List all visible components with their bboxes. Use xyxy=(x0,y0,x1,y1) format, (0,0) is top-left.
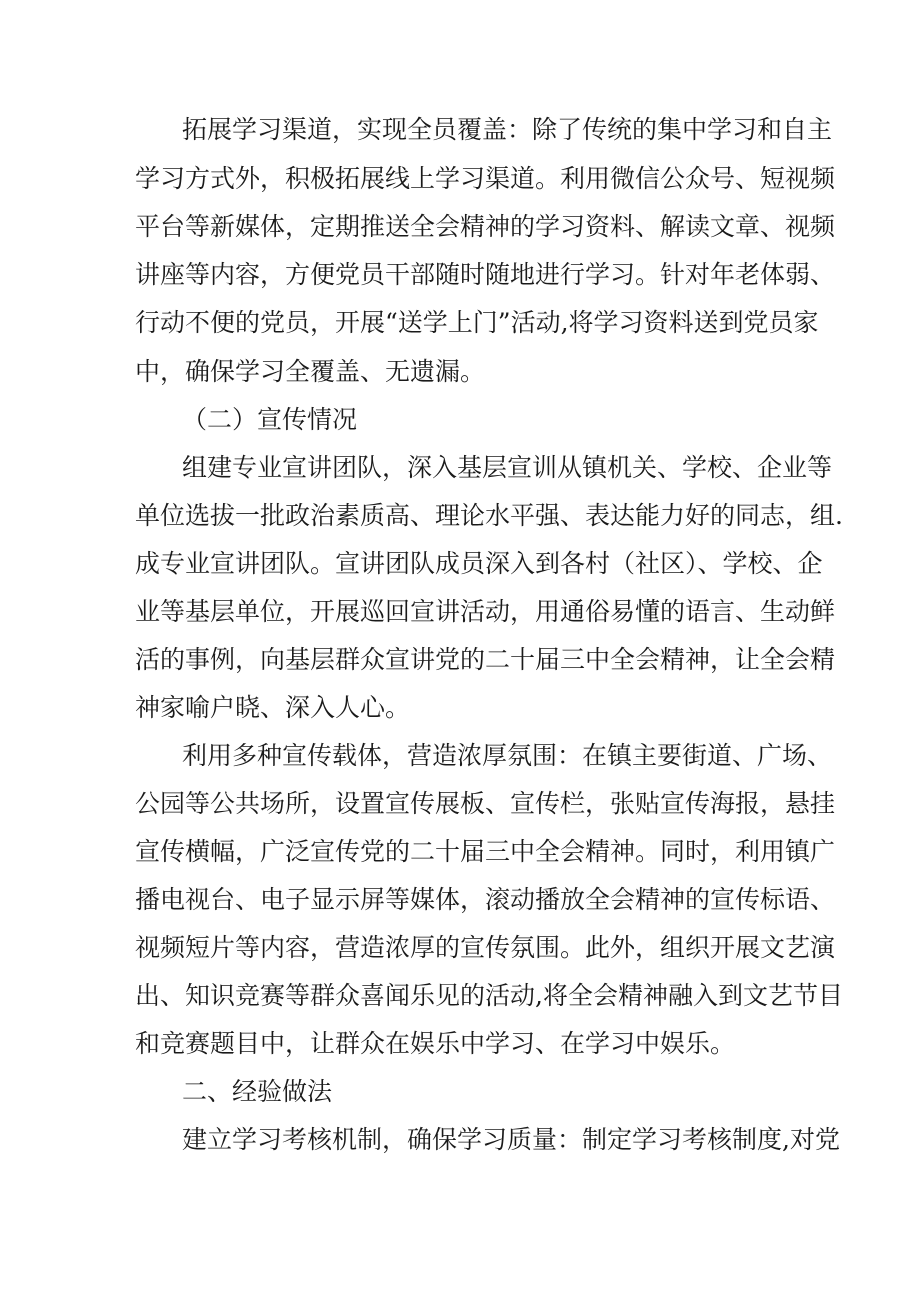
paragraph-line: 中，确保学习全覆盖、无遗漏。 xyxy=(135,357,486,386)
paragraph-line: 业等基层单位，开展巡回宣讲活动，用通俗易懂的语言、生动鲜 xyxy=(135,597,836,626)
paragraph-line: 平台等新媒体，定期推送全会精神的学习资料、解读文章、视频 xyxy=(135,212,836,241)
paragraph-line: 神家喻户晓、深入人心。 xyxy=(135,693,411,722)
paragraph-line: 公园等公共场所，设置宣传展板、宣传栏，张贴宣传海报，悬挂 xyxy=(135,789,836,818)
paragraph-line: 单位选拔一批政治素质高、理论水平强、表达能力好的同志，组. xyxy=(135,501,843,530)
section-heading: 二、经验做法 xyxy=(182,1077,333,1106)
paragraph-line: 行动不便的党员，开展“送学上门”活动,将学习资料送到党员家 xyxy=(135,308,819,337)
paragraph-line: 学习方式外，积极拓展线上学习渠道。利用微信公众号、短视频 xyxy=(135,164,836,193)
paragraph-line: 利用多种宣传载体，营造浓厚氛围：在镇主要街道、广场、 xyxy=(182,741,833,770)
paragraph-line: 宣传横幅，广泛宣传党的二十届三中全会精神。同时，利用镇广 xyxy=(135,837,836,866)
paragraph-line: 出、知识竞赛等群众喜闻乐见的活动,将全会精神融入到文艺节目 xyxy=(135,981,843,1010)
paragraph-line: 组建专业宣讲团队，深入基层宣训从镇机关、学校、企业等 xyxy=(182,453,833,482)
paragraph-line: 视频短片等内容，营造浓厚的宣传氛围。此外，组织开展文艺演 xyxy=(135,933,836,962)
paragraph-line: 播电视台、电子显示屏等媒体，滚动播放全会精神的宣传标语、 xyxy=(135,885,836,914)
paragraph-line: 成专业宣讲团队。宣讲团队成员深入到各村（社区）、学校、企 xyxy=(135,549,823,578)
paragraph-line: 拓展学习渠道，实现全员覆盖：除了传统的集中学习和自主 xyxy=(182,115,833,144)
paragraph-line: 活的事例，向基层群众宣讲党的二十届三中全会精神，让全会精 xyxy=(135,645,836,674)
paragraph-line: 建立学习考核机制，确保学习质量：制定学习考核制度,对党 xyxy=(182,1125,840,1154)
section-heading: （二）宣传情况 xyxy=(182,405,358,434)
paragraph-line: 和竞赛题目中，让群众在娱乐中学习、在学习中娱乐。 xyxy=(135,1029,736,1058)
paragraph-line: 讲座等内容，方便党员干部随时随地进行学习。针对年老体弱、 xyxy=(135,260,836,289)
